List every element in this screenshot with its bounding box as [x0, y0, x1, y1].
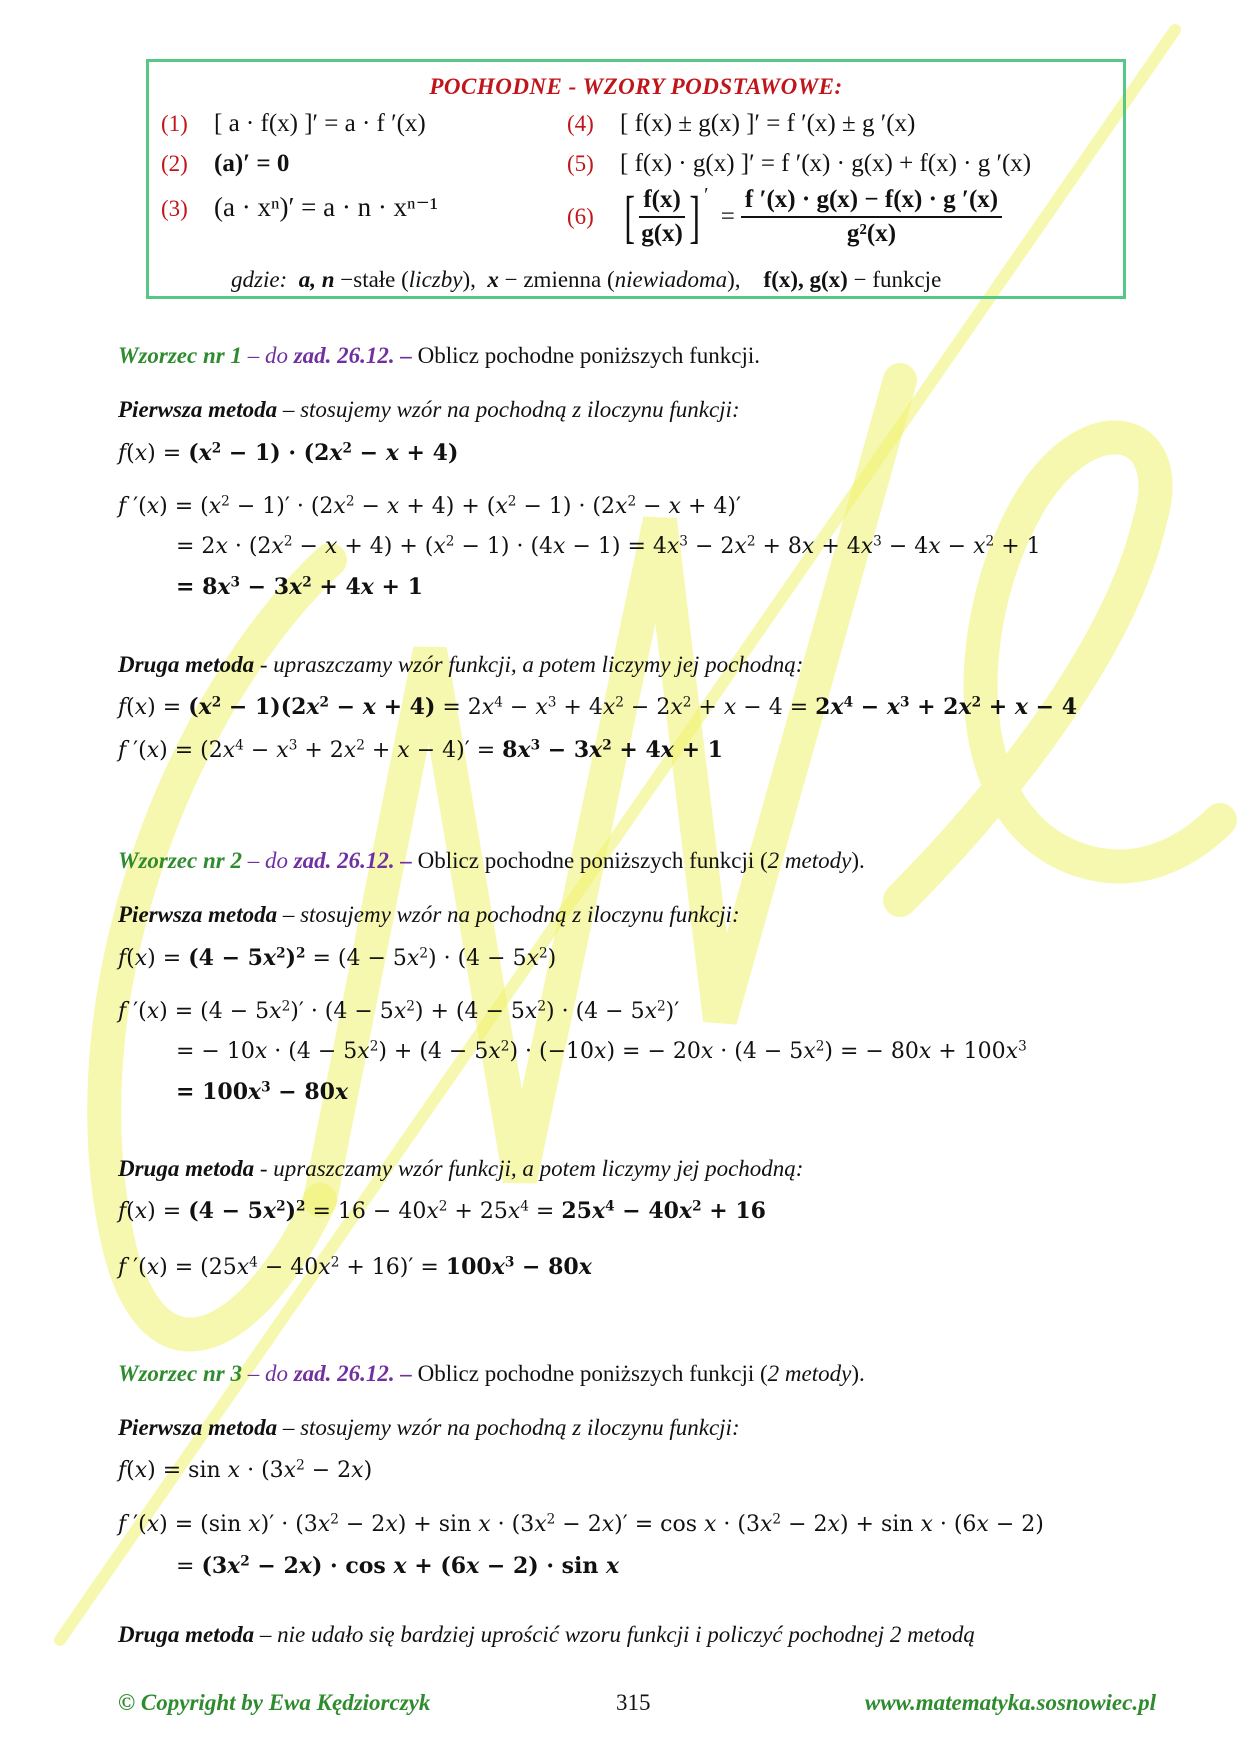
note-constants: a, n	[298, 267, 335, 292]
math-line: = $2x \cdot (2x^2 - x + 4) + (x^2 - 1) \cdot (4x - 1) = 4x^3 - 2x^2 + 8x + 4x^3 - 4x - x^2 + 1$	[176, 533, 1041, 559]
footer-copyright: © Copyright by Ewa Kędziorczyk	[118, 1690, 431, 1715]
math-line: $f(x) = (4 - 5x^2)^2 = (4 - 5x^2) \cdot (4 - 5x^2)$	[118, 945, 557, 971]
section-task: Oblicz pochodne poniższych funkcji (	[417, 848, 768, 873]
math-line: f $'(x) = (4 - 5x^2)' \cdot (4 - 5x^2) + (4 - 5x^2) \cdot (4 - 5x^2)'$	[118, 998, 680, 1024]
box-note	[231, 267, 941, 293]
page-number: 315	[616, 1690, 651, 1715]
fraction-right	[741, 186, 1002, 248]
section-task-italic: 2 metody	[767, 1361, 852, 1386]
section-dash: – do	[241, 848, 294, 873]
section-dash: – do	[241, 343, 294, 368]
math-line: f $'(x) = (25x^4 - 40x^2 + 16)' = 100x^3 - 80x$	[118, 1254, 592, 1280]
section-task: Oblicz pochodne poniższych funkcji (	[417, 1361, 768, 1386]
method-label: Druga metoda	[118, 652, 255, 677]
section-ref: zad. 26.12.	[293, 1361, 395, 1386]
math-line: $f(x) = (4 - 5x^2)^2 = 16 - 40x^2 + 25x^4 = 25x^4 - 40x^2 + 16$	[118, 1198, 766, 1224]
note-variable: x	[487, 267, 499, 292]
section-3-header	[118, 1361, 865, 1387]
section-title: Wzorzec nr 1	[118, 343, 242, 368]
note-zmienna: − zmienna (	[498, 267, 615, 292]
formula-expr: (a)′ = 0	[214, 150, 290, 177]
math-line: = − $10x \cdot (4 - 5x^2) + (4 - 5x^2) \cdot (-10x)$ = − $20x \cdot (4 - 5x^2)$ = − $80x + 100x^3$	[176, 1038, 1027, 1064]
math-line: f $'(x) = (x^2 - 1)' \cdot (2x^2 - x + 4) + (x^2 - 1) \cdot (2x^2 - x + 4)'$	[118, 493, 741, 519]
section-2-method-1	[118, 902, 740, 928]
equals-sign: =	[720, 203, 735, 231]
math-line: f $'(x) = (2x^4 - x^3 + 2x^2 + x - 4)' = 8x^3 - 3x^2 + 4x + 1$	[118, 737, 723, 763]
fraction-denominator: g(x)	[641, 220, 683, 248]
method-label: Pierwsza metoda	[118, 397, 278, 422]
section-ref: zad. 26.12.	[293, 343, 395, 368]
note-functions: f(x), g(x)	[763, 267, 848, 292]
note-niewiadoma: niewiadoma	[614, 267, 728, 292]
fraction-numerator: f(x)	[639, 186, 684, 218]
note-close: ),	[462, 267, 476, 292]
formula-5	[567, 150, 1031, 178]
fraction-left	[639, 186, 684, 248]
section-2-header	[118, 848, 865, 874]
method-desc: – stosujemy wzór na pochodną z iloczynu funkcji:	[277, 902, 740, 927]
math-line: $f(x) = (x^2 - 1)(2x^2 - x + 4) = 2x^4 - x^3 + 4x^2 - 2x^2 + x - 4 = 2x^4 - x^3 + 2x^2 + x - 4$	[118, 694, 1078, 720]
section-1-method-1	[118, 397, 740, 423]
note-stale: −stałe (	[334, 267, 409, 292]
section-title: Wzorzec nr 3	[118, 1361, 242, 1386]
section-task-end: ).	[851, 848, 865, 873]
math-line: = $8x^3 - 3x^2 + 4x + 1$	[176, 574, 423, 600]
method-label: Pierwsza metoda	[118, 1415, 278, 1440]
section-ref: zad. 26.12.	[293, 848, 395, 873]
bracket-right: ]	[689, 184, 700, 250]
formula-expr: [ f(x) · g(x) ]′ = f ′(x) · g(x) + f(x) · g ′(x)	[620, 150, 1032, 177]
section-dash: –	[394, 1361, 418, 1386]
method-desc: – stosujemy wzór na pochodną z iloczynu funkcji:	[277, 397, 740, 422]
section-task: Oblicz pochodne poniższych funkcji.	[417, 343, 761, 368]
formula-number: (1)	[161, 111, 188, 136]
formula-number: (6)	[567, 204, 594, 230]
fraction-numerator: f ′(x) · g(x) − f(x) · g ′(x)	[741, 186, 1002, 218]
section-3-method-1	[118, 1415, 740, 1441]
math-line: $f(x) = (x^2 - 1) \cdot (2x^2 - x + 4)$	[118, 440, 459, 466]
method-label: Pierwsza metoda	[118, 902, 278, 927]
section-1-method-2	[118, 652, 803, 678]
bracket-left: [	[624, 184, 635, 250]
method-desc: – stosujemy wzór na pochodną z iloczynu funkcji:	[277, 1415, 740, 1440]
section-2-method-2	[118, 1156, 803, 1182]
section-task-end: ).	[851, 1361, 865, 1386]
section-task-italic: 2 metody	[767, 848, 852, 873]
prime-mark: ′	[704, 184, 709, 206]
note-liczby: liczby	[408, 267, 463, 292]
formula-6	[567, 184, 1002, 248]
box-title: POCHODNE - WZORY PODSTAWOWE:	[429, 74, 843, 99]
formula-1	[161, 110, 426, 138]
formula-2	[161, 150, 289, 178]
math-line: = $100x^3 - 80x$	[176, 1079, 349, 1105]
formula-number: (3)	[161, 196, 188, 221]
formula-expr: (a · xⁿ)′ = a · n · xⁿ⁻¹	[214, 192, 438, 222]
formula-number: (4)	[567, 111, 594, 136]
formula-4	[567, 110, 915, 138]
method-desc: - upraszczamy wzór funkcji, a potem liczymy jej pochodną:	[254, 652, 804, 677]
formula-expr: [ f(x) ± g(x) ]′ = f ′(x) ± g ′(x)	[620, 110, 916, 137]
note-gdzie: gdzie:	[231, 267, 288, 292]
formula-box	[146, 59, 1126, 299]
formula-number: (5)	[567, 151, 594, 176]
method-label: Druga metoda	[118, 1156, 255, 1181]
note-funkcje: − funkcje	[847, 267, 942, 292]
section-dash: –	[394, 343, 418, 368]
footer-website-link[interactable]: www.matematyka.sosnowiec.pl	[864, 1690, 1156, 1715]
section-dash: – do	[241, 1361, 294, 1386]
method-desc: – nie udało się bardziej uprościć wzoru funkcji i policzyć pochodnej 2 metodą	[254, 1622, 975, 1647]
note-close: ),	[727, 267, 741, 292]
section-title: Wzorzec nr 2	[118, 848, 242, 873]
math-line: f ′(x) = (sin $x)' \cdot (3x^2 - 2x) + \sin x \cdot (3x^2 - 2x)' = \cos x \cdot (3x^2 - 2x) + \sin x \cdot (6x - 2)$	[118, 1511, 1044, 1537]
formula-expr: [ a · f(x) ]′ = a · f ′(x)	[214, 110, 426, 137]
section-dash: –	[394, 848, 418, 873]
method-label: Druga metoda	[118, 1622, 255, 1647]
fraction-denominator: g²(x)	[846, 220, 897, 248]
section-1-header	[118, 343, 760, 369]
section-3-method-2	[118, 1622, 975, 1648]
method-desc: - upraszczamy wzór funkcji, a potem liczymy jej pochodną:	[254, 1156, 804, 1181]
formula-3	[161, 192, 438, 223]
formula-number: (2)	[161, 151, 188, 176]
math-line: = $(3x^2 - 2x) \cdot \cos x + (6x - 2) \cdot \sin x$	[176, 1553, 620, 1579]
math-line: $f(x) = \sin x \cdot (3x^2 - 2x)$	[118, 1457, 373, 1483]
